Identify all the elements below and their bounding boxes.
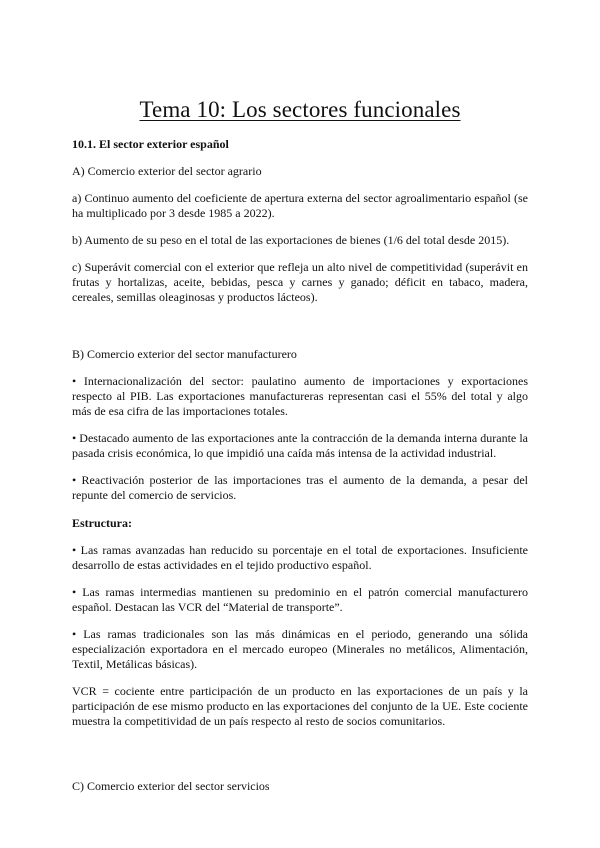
estructura-label: Estructura: — [72, 515, 132, 530]
subsection-heading-manufacturero: B) Comercio exterior del sector manufacturero — [72, 346, 297, 361]
subsection-heading-servicios: C) Comercio exterior del sector servicios — [72, 778, 270, 793]
document-page — [72, 96, 528, 794]
agrario-item-b: b) Aumento de su peso en el total de las exportaciones de bienes (1/6 del total desde 2015). — [72, 232, 510, 247]
agrario-item-c: c) Superávit comercial con el exterior que refleja un alto nivel de competitividad (superávit en frutas y hortalizas, aceite, bebidas, pesca y carnes y ganado; déficit en tabaco, madera, cereales, semillas oleaginosas y productos lácteos). — [72, 259, 528, 304]
spacer — [72, 729, 528, 767]
estructura-item-1: • Las ramas avanzadas han reducido su porcentaje en el total de exportaciones. Insuficiente desarrollo de estas actividades en el tejido productivo español. — [72, 542, 528, 572]
page-title: Tema 10: Los sectores funcionales — [139, 97, 461, 122]
agrario-item-a: a) Continuo aumento del coeficiente de apertura externa del sector agroalimentario español (se ha multiplicado por 3 desde 1985 a 2022). — [72, 190, 528, 220]
manufacturero-item-3: • Reactivación posterior de las importaciones tras el aumento de la demanda, a pesar del repunte del comercio de servicios. — [72, 472, 528, 502]
section-heading: 10.1. El sector exterior español — [72, 136, 229, 151]
estructura-item-2: • Las ramas intermedias mantienen su predominio en el patrón comercial manufacturero español. Destacan las VCR del “Material de transporte”. — [72, 584, 528, 614]
spacer — [72, 305, 528, 335]
manufacturero-item-1: • Internacionalización del sector: paulatino aumento de importaciones y exportaciones respecto al PIB. Las exportaciones manufactureras representan casi el 55% del total y algo más de esa cifra de las importaciones totales. — [72, 373, 528, 418]
manufacturero-item-2: • Destacado aumento de las exportaciones ante la contracción de la demanda interna durante la pasada crisis económica, lo que impidió una caída más intensa de la actividad industrial. — [72, 430, 528, 460]
estructura-item-3: • Las ramas tradicionales son las más dinámicas en el periodo, generando una sólida especialización exportadora en el mercado europeo (Minerales no metálicos, Alimentación, Textil, Metálicas básicas). — [72, 626, 528, 671]
vcr-definition: VCR = cociente entre participación de un producto en las exportaciones de un país y la participación de ese mismo producto en las exportaciones del conjunto de la UE. Este cociente muestra la competitividad de un país respecto al resto de socios comunitarios. — [72, 683, 528, 728]
subsection-heading-agrario: A) Comercio exterior del sector agrario — [72, 163, 262, 178]
